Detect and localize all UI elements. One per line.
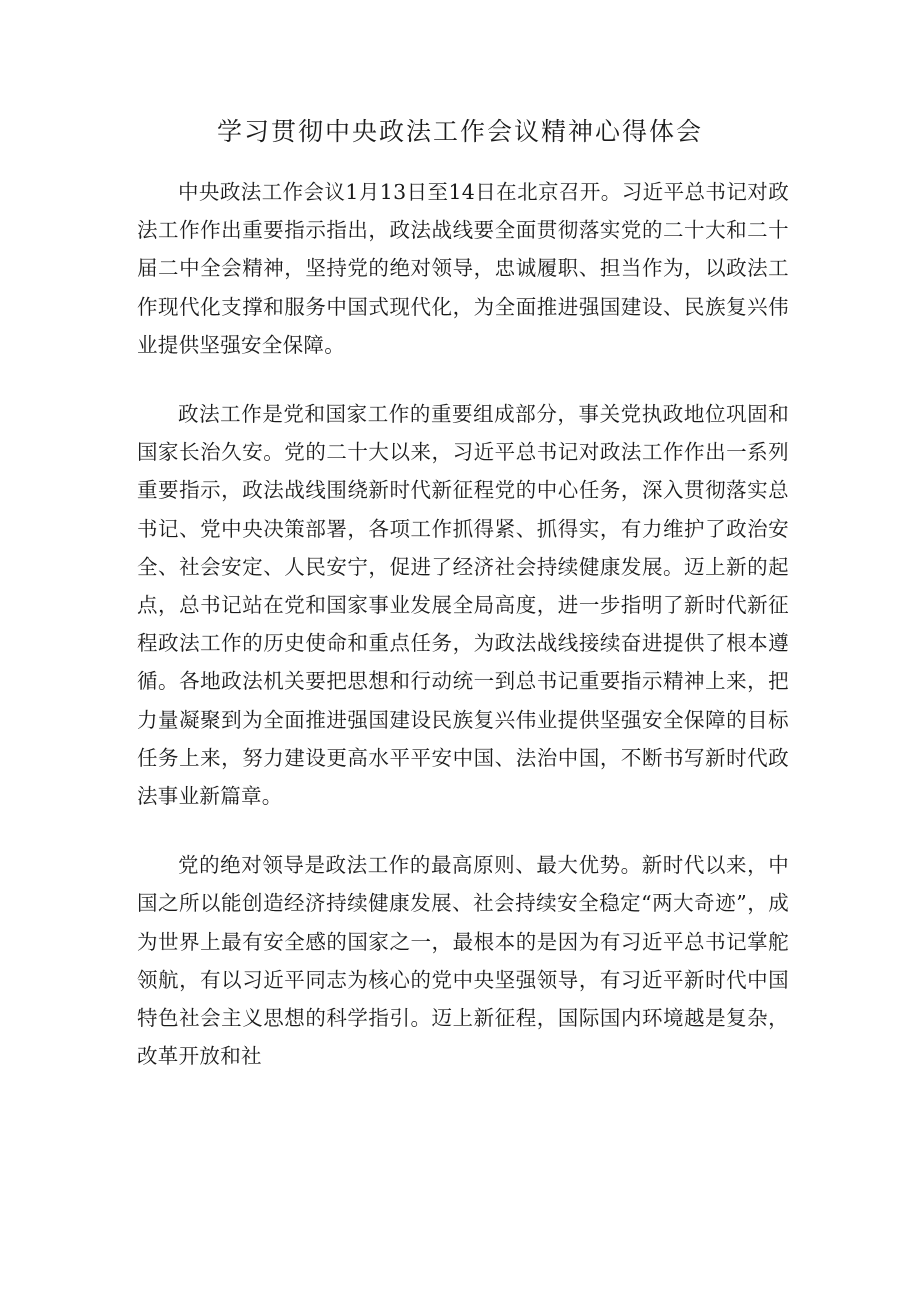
paragraph-1: 中央政法工作会议1月13日至14日在北京召开。习近平总书记对政法工作作出重要指示指出，政法战线要全面贯彻落实党的二十大和二十届二中全会精神，坚持党的绝对领导，忠诚履职、担当作为，以政法工作现代化支撑和服务中国式现代化，为全面推进强国建设、民族复兴伟业提供坚强安全保障。: [137, 180, 789, 357]
paragraph-2: 政法工作是党和国家工作的重要组成部分，事关党执政地位巩固和国家长治久安。党的二十大以来，习近平总书记对政法工作作出一系列重要指示，政法战线围绕新时代新征程党的中心任务，深入贯彻落实总书记、党中央决策部署，各项工作抓得紧、抓得实，有力维护了政治安全、社会安定、人民安宁，促进了经济社会持续健康发展。迈上新的起点，总书记站在党和国家事业发展全局高度，进一步指明了新时代新征程政法工作的历史使命和重点任务，为政法战线接续奋进提供了根本遵循。各地政法机关要把思想和行动统一到总书记重要指示精神上来，把力量凝聚到为全面推进强国建设民族复兴伟业提供坚强安全保障的目标任务上来，努力建设更高水平平安中国、法治中国，不断书写新时代政法事业新篇章。: [137, 402, 789, 809]
document-title: 学习贯彻中央政法工作会议精神心得体会: [216, 117, 703, 146]
document-body: [137, 173, 789, 1106]
paragraph-3: 党的绝对领导是政法工作的最高原则、最大优势。新时代以来，中国之所以能创造经济持续健康发展、社会持续安全稳定“两大奇迹”，成为世界上最有安全感的国家之一，最根本的是因为有习近平总书记掌舵领航，有以习近平同志为核心的党中央坚强领导，有习近平新时代中国特色社会主义思想的科学指引。迈上新征程，国际国内环境越是复杂，改革开放和社: [137, 853, 789, 1069]
